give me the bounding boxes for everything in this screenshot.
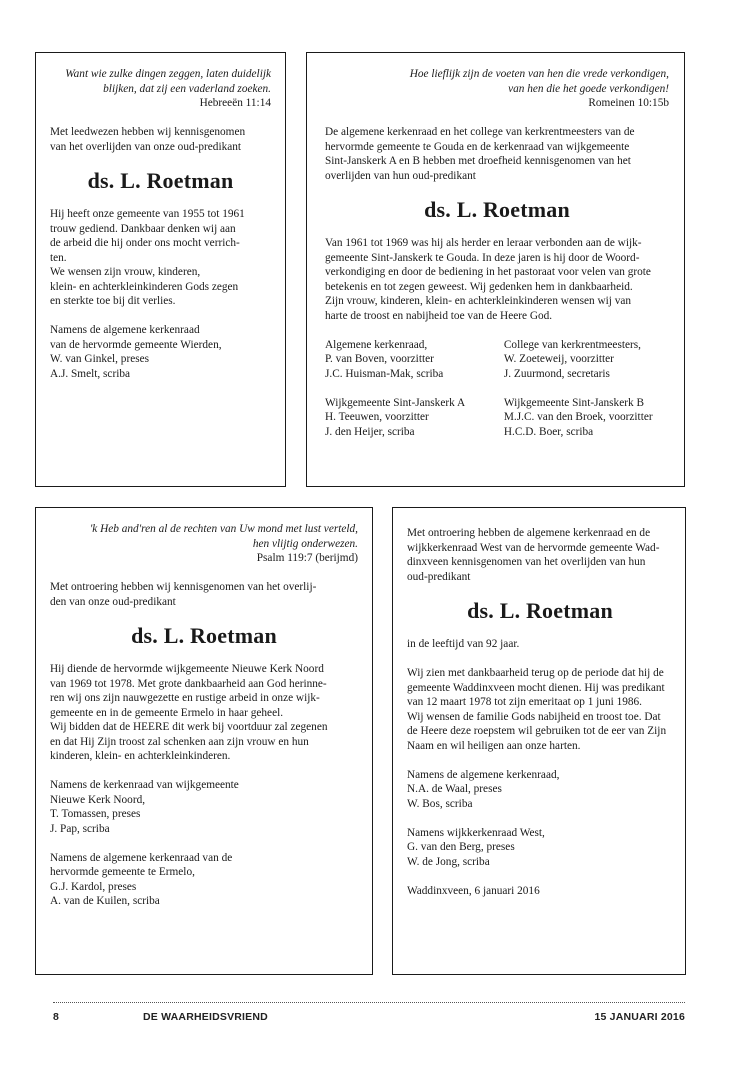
age-line: in de leeftijd van 92 jaar. bbox=[407, 638, 520, 650]
signature-block-algemeen: Namens de algemene kerkenraad van de hervormde gemeente te Ermelo, G.J. Kardol, preses A. van de Kuilen, scriba bbox=[50, 851, 233, 907]
intro-text: De algemene kerkenraad en het college van kerkrentmeesters van de hervormde gemeente te Gouda en de kerkenraad van wijkgemeente Sint-Janskerk A en B hebben met droefheid kennisgenomen van het overlijden van hun oud-predikant bbox=[325, 126, 635, 182]
intro-text: Met leedwezen hebben wij kennisgenomen van het overlijden van onze oud-predikant bbox=[50, 126, 246, 153]
signature-block: Namens de algemene kerkenraad van de hervormde gemeente Wierden, W. van Ginkel, preses A.J. Smelt, scriba bbox=[50, 324, 222, 380]
intro-text: Met ontroering hebben wij kennisgenomen van het overlij- den van onze oud-predikant bbox=[50, 581, 317, 608]
scripture-reference: Romeinen 10:15b bbox=[588, 97, 669, 109]
signature-block-west: Namens wijkkerkenraad West, G. van den Berg, preses W. de Jong, scriba bbox=[407, 826, 545, 868]
publication-name: DE WAARHEIDSVRIEND bbox=[143, 1011, 268, 1023]
signature-college-kerkrentmeesters: College van kerkrentmeesters, W. Zoeteweij, voorzitter J. Zuurmond, secretaris bbox=[503, 338, 641, 380]
place-date: Waddinxveen, 6 januari 2016 bbox=[407, 884, 540, 897]
page-number: 8 bbox=[53, 1011, 60, 1023]
notice-waddinxveen bbox=[392, 507, 686, 975]
signature-row-2 bbox=[325, 396, 669, 440]
scripture-quote: Hoe lieflijk zijn de voeten van hen die vrede verkondigen, van hen die het goede verkondigen! Romeinen 10:15b bbox=[325, 67, 669, 111]
signature-wijkgemeente-b: Wijkgemeente Sint-Janskerk B M.J.C. van den Broek, voorzitter H.C.D. Boer, scriba bbox=[503, 396, 653, 438]
scripture-reference: Psalm 119:7 (berijmd) bbox=[256, 552, 358, 564]
scripture-reference: Hebreeën 11:14 bbox=[199, 97, 271, 109]
signature-block-algemeen: Namens de algemene kerkenraad, N.A. de Waal, preses W. Bos, scriba bbox=[407, 768, 560, 810]
deceased-name: ds. L. Roetman bbox=[424, 197, 570, 222]
notice-ermelo bbox=[35, 507, 373, 975]
deceased-name: ds. L. Roetman bbox=[131, 623, 277, 648]
publication-date: 15 JANUARI 2016 bbox=[594, 1011, 685, 1023]
body-text: Wij zien met dankbaarheid terug op de periode dat hij de gemeente Waddinxveen mocht dienen. Hij was predikant van 12 maart 1978 tot zijn emeritaat op 1 juni 1986. Wij wensen de familie Gods nabijheid en troost toe. Dat de Heere deze roepstem wil gebruiken tot de eer van Zijn Naam en wil heiligen aan onze harten. bbox=[407, 667, 667, 752]
scripture-quote: 'k Heb and'ren al de rechten van Uw mond met lust verteld, hen vlijtig onderwezen. Psalm 119:7 (berijmd) bbox=[50, 522, 358, 566]
intro-text: Met ontroering hebben de algemene kerkenraad en de wijkkerkenraad West van de hervormde gemeente Wad- dinxveen kennisgenomen van het overlijden van hun oud-predikant bbox=[407, 527, 660, 583]
body-text: Hij diende de hervormde wijkgemeente Nieuwe Kerk Noord van 1969 tot 1978. Met grote dankbaarheid aan God herinne- ren wij ons zijn nauwgezette en rustige arbeid in onze wijk- gemeente en in de gemeente Ermelo in haar geheel. Wij bidden dat de HEERE dit werk bij voortduur zal zegenen en dat Hij Zijn troost zal schenken aan zijn vrouw en hun kinderen, klein- en achterkleinkinderen. bbox=[50, 663, 328, 762]
notice-gouda bbox=[306, 52, 685, 487]
body-text: Hij heeft onze gemeente van 1955 tot 1961 trouw gediend. Dankbaar denken wij aan de arbeid die hij onder ons mocht verrich- ten. We wensen zijn vrouw, kinderen, klein- en achterkleinkinderen Gods zegen en sterkte toe bij dit verlies. bbox=[50, 208, 245, 307]
deceased-name: ds. L. Roetman bbox=[87, 168, 234, 193]
signature-row-1 bbox=[325, 338, 669, 382]
deceased-name: ds. L. Roetman bbox=[467, 598, 613, 623]
footer-divider bbox=[53, 1002, 685, 1003]
signature-algemene-kerkenraad: Algemene kerkenraad, P. van Boven, voorzitter J.C. Huisman-Mak, scriba bbox=[325, 338, 444, 380]
notice-wierden bbox=[35, 52, 286, 487]
scripture-quote: Want wie zulke dingen zeggen, laten duidelijk blijken, dat zij een vaderland zoeken. Hebreeën 11:14 bbox=[50, 67, 271, 111]
signature-block-wijkgemeente: Namens de kerkenraad van wijkgemeente Nieuwe Kerk Noord, T. Tomassen, preses J. Pap, scriba bbox=[50, 779, 239, 835]
signature-wijkgemeente-a: Wijkgemeente Sint-Janskerk A H. Teeuwen, voorzitter J. den Heijer, scriba bbox=[325, 396, 466, 438]
body-text: Van 1961 tot 1969 was hij als herder en leraar verbonden aan de wijk- gemeente Sint-Janskerk te Gouda. In deze jaren is hij door de Woord- verkondiging en door de bediening in het pastoraat voor velen van grote betekenis en tot zegen geweest. Wij gedenken hem in dankbaarheid. Zijn vrouw, kinderen, klein- en achterkleinkinderen wensen wij van harte de troost en nabijheid toe van de Heere God. bbox=[325, 237, 651, 322]
